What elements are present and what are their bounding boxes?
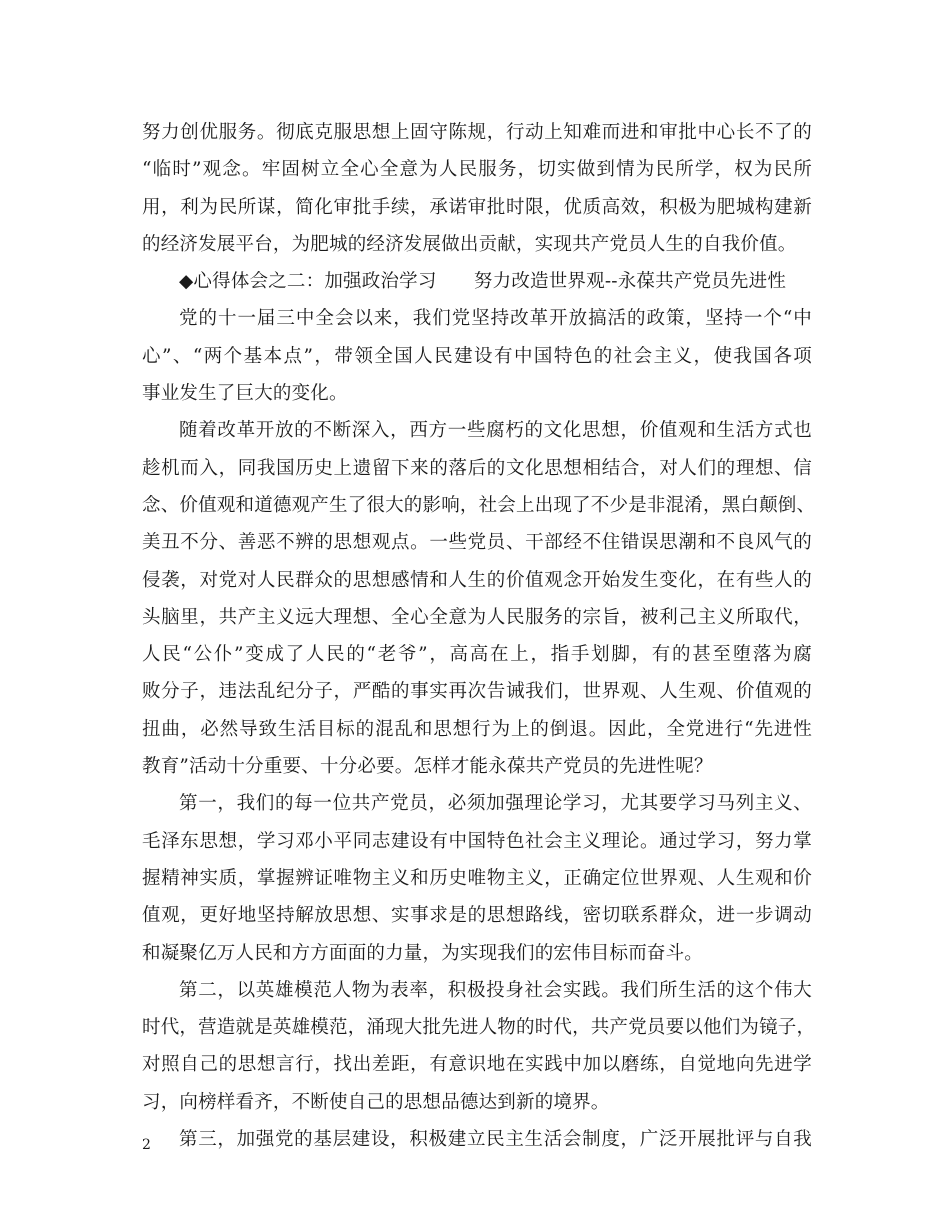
text-line: 头脑里，共产主义远大理想、全心全意为人民服务的宗旨，被利己主义所取代， <box>142 606 812 628</box>
text-line: ◆心得体会之二：加强政治学习 努力改造世界观--永葆共产党员先进性 <box>179 271 787 293</box>
text-line: 握精神实质，掌握辨证唯物主义和历史唯物主义，正确定位世界观、人生观和价 <box>142 867 812 889</box>
text-line: 值观，更好地坚持解放思想、实事求是的思想路线，密切联系群众，进一步调动 <box>142 905 812 927</box>
document-body <box>142 114 816 1158</box>
text-line: 努力创优服务。彻底克服思想上固守陈规，行动上知难而进和审批中心长不了的 <box>142 122 812 143</box>
text-line: 用，利为民所谋，简化审批手续，承诺审批时限，优质高效，积极为肥城构建新 <box>142 196 812 218</box>
text-line: 心”、“两个基本点”，带领全国人民建设有中国特色的社会主义，使我国各项 <box>142 345 812 367</box>
text-line: 人民“公仆”变成了人民的“老爷”，高高在上，指手划脚，有的甚至堕落为腐 <box>142 644 812 666</box>
text-line: 败分子，违法乱纪分子，严酷的事实再次告诫我们，世界观、人生观、价值观的 <box>142 681 812 703</box>
text-line: 对照自己的思想言行，找出差距，有意识地在实践中加以磨练，自觉地向先进学 <box>142 1054 812 1076</box>
text-line: 事业发生了巨大的变化。 <box>142 383 348 405</box>
text-line: 教育”活动十分重要、十分必要。怎样才能永葆共产党员的先进性呢？ <box>142 756 713 778</box>
text-line: 的经济发展平台，为肥城的经济发展做出贡献，实现共产党员人生的自我价值。 <box>142 233 797 255</box>
text-line: 第二，以英雄模范人物为表率，积极投身社会实践。我们所生活的这个伟大 <box>179 979 812 1001</box>
text-line: 和凝聚亿万人民和方方面面的力量，为实现我们的宏伟目标而奋斗。 <box>142 942 704 964</box>
text-line: 习，向榜样看齐，不断使自己的思想品德达到新的境界。 <box>142 1091 610 1113</box>
page-number: 2 <box>142 1137 151 1153</box>
text-line: 党的十一届三中全会以来，我们党坚持改革开放搞活的政策，坚持一个“中 <box>179 308 812 330</box>
text-line: 毛泽东思想，学习邓小平同志建设有中国特色社会主义理论。通过学习，努力掌 <box>142 830 812 852</box>
text-line: 美丑不分、善恶不辨的思想观点。一些党员、干部经不住错误思潮和不良风气的 <box>142 532 812 554</box>
text-line: “临时”观念。牢固树立全心全意为人民服务，切实做到情为民所学，权为民所 <box>142 159 812 181</box>
text-line: 侵袭，对党对人民群众的思想感情和人生的价值观念开始发生变化，在有些人的 <box>142 569 812 591</box>
text-line: 第三，加强党的基层建设，积极建立民主生活会制度，广泛开展批评与自我 <box>179 1129 812 1151</box>
text-line: 时代，营造就是英雄模范，涌现大批先进人物的时代，共产党员要以他们为镜子， <box>142 1017 816 1039</box>
text-line: 第一，我们的每一位共产党员，必须加强理论学习，尤其要学习马列主义、 <box>179 793 812 815</box>
text-line: 扭曲，必然导致生活目标的混乱和思想行为上的倒退。因此，全党进行“先进性 <box>142 718 812 740</box>
text-line: 随着改革开放的不断深入，西方一些腐朽的文化思想，价值观和生活方式也 <box>179 420 812 442</box>
text-line: 趁机而入，同我国历史上遗留下来的落后的文化思想相结合，对人们的理想、信 <box>142 457 812 479</box>
text-line: 念、价值观和道德观产生了很大的影响，社会上出现了不少是非混淆，黑白颠倒、 <box>142 494 816 516</box>
